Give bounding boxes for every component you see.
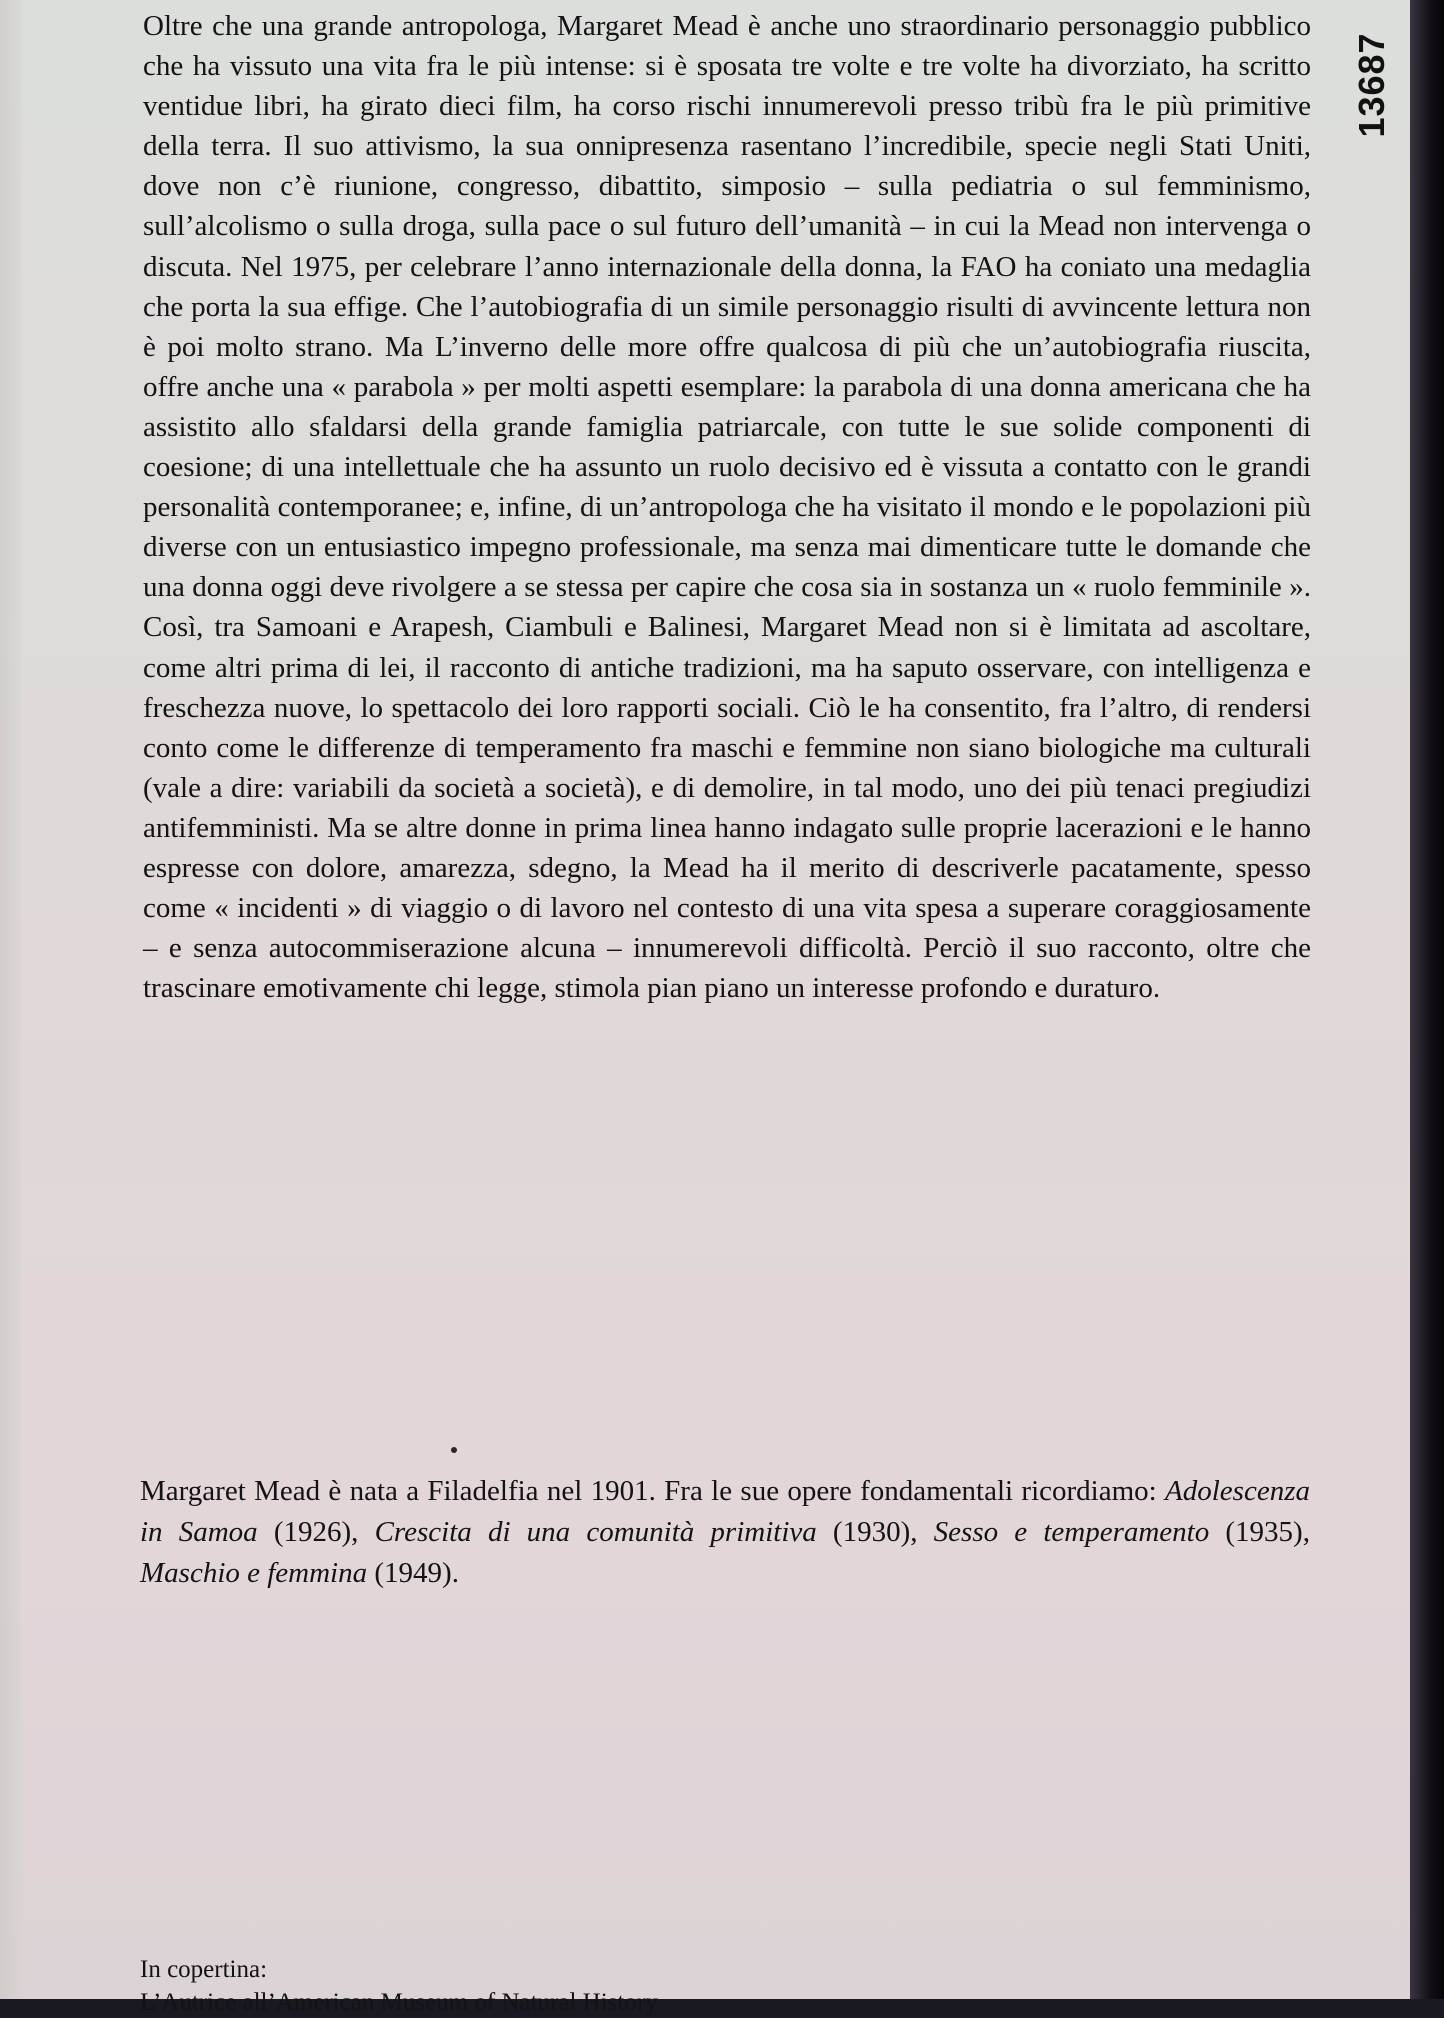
bio-work-title: Maschio e femmina [140,1557,368,1589]
book-spine-shadow [1410,0,1444,1999]
catalog-number-text: 13687 [1351,32,1392,138]
author-bio [140,1471,1310,1594]
blurb-text: Oltre che una grande antropologa, Margaret Mead è anche uno straordinario personaggio pubblico che ha vissuto una vita fra le più intense: si è sposata tre volte e tre volte ha divorziato, ha scritto ventidue libri, ha girato dieci film, ha corso rischi innumerevoli presso tribù fra le più primitive della terra. Il suo attivismo, la sua onnipresenza rasentano l’incredibile, specie negli Stati Uniti, dove non c’è riunione, congresso, dibattito, simposio – sulla pediatria o sul femminismo, sull’alcolismo o sulla droga, sulla pace o sul futuro dell’umanità – in cui la Mead non intervenga o discuta. Nel 1975, per celebrare l’anno internazionale della donna, la FAO ha coniato una medaglia che porta la sua effige. Che l’autobiografia di un simile personaggio risulti di avvincente lettura non è poi molto strano. Ma L’inverno delle more offre qualcosa di più che un’autobiografia riuscita, offre anche una « parabola » per molti aspetti esemplare: la parabola di una donna americana che ha assistito allo sfaldarsi della grande famiglia patriarcale, con tutte le sue solide componenti di coesione; di una intellettuale che ha assunto un ruolo decisivo ed è vissuta a contatto con le grandi personalità contemporanee; e, infine, di un’antropologa che ha visitato il mondo e le popolazioni più diverse con un entusiastico impegno professionale, ma senza mai dimenticare tutte le domande che una donna oggi deve rivolgere a se stessa per capire che cosa sia in sostanza un « ruolo femminile ». Così, tra Samoani e Arapesh, Ciambuli e Balinesi, Margaret Mead non si è limitata ad ascoltare, come altri prima di lei, il racconto di antiche tradizioni, ma ha saputo osservare, con intelligenza e freschezza nuove, lo spettacolo dei loro rapporti sociali. Ciò le ha consentito, fra l’altro, di rendersi conto come le differenze di temperamento fra maschi e femmine non siano biologiche ma culturali (vale a dire: variabili da società a società), e di demolire, in tal modo, uno dei più tenaci pregiudizi antifemministi. Ma se altre donne in prima linea hanno indagato sulle proprie lacerazioni e le hanno espresse con dolore, amarezza, sdegno, la Mead ha il merito di descriverle pacatamente, spesso come « incidenti » di viaggio o di lavoro nel contesto di una vita spesa a superare coraggiosamente – e senza autocommiserazione alcuna – innumerevoli difficoltà. Perciò il suo racconto, oltre che trascinare emotivamente chi legge, stimola pian piano un interesse profondo e duraturo. [143,10,1311,1005]
bio-intro: Margaret Mead è nata a Filadelfia nel 1901. Fra le sue opere fondamentali ricordiamo: [140,1475,1166,1507]
bio-work-year: (1926), [257,1516,375,1548]
bio-work-title: Sesso e temperamento [933,1516,1210,1548]
bio-work-year: (1930), [816,1516,934,1548]
bio-work-title: Adolescenza in Samoa [140,1475,1310,1548]
cover-credit-caption [140,1988,1060,2016]
cover-credit-caption-text: L’Autrice all’American Museum of Natural History [140,1989,658,2016]
bio-work-year: (1949). [367,1557,459,1589]
decorative-dot [451,1447,457,1453]
bio-work-title: Crescita di una comunità primitiva [374,1516,817,1548]
cover-credit-label: In copertina: [140,1956,268,1983]
page-left-edge [0,0,22,1999]
catalog-number [1352,20,1392,150]
bio-work-year: (1935), [1209,1516,1310,1548]
